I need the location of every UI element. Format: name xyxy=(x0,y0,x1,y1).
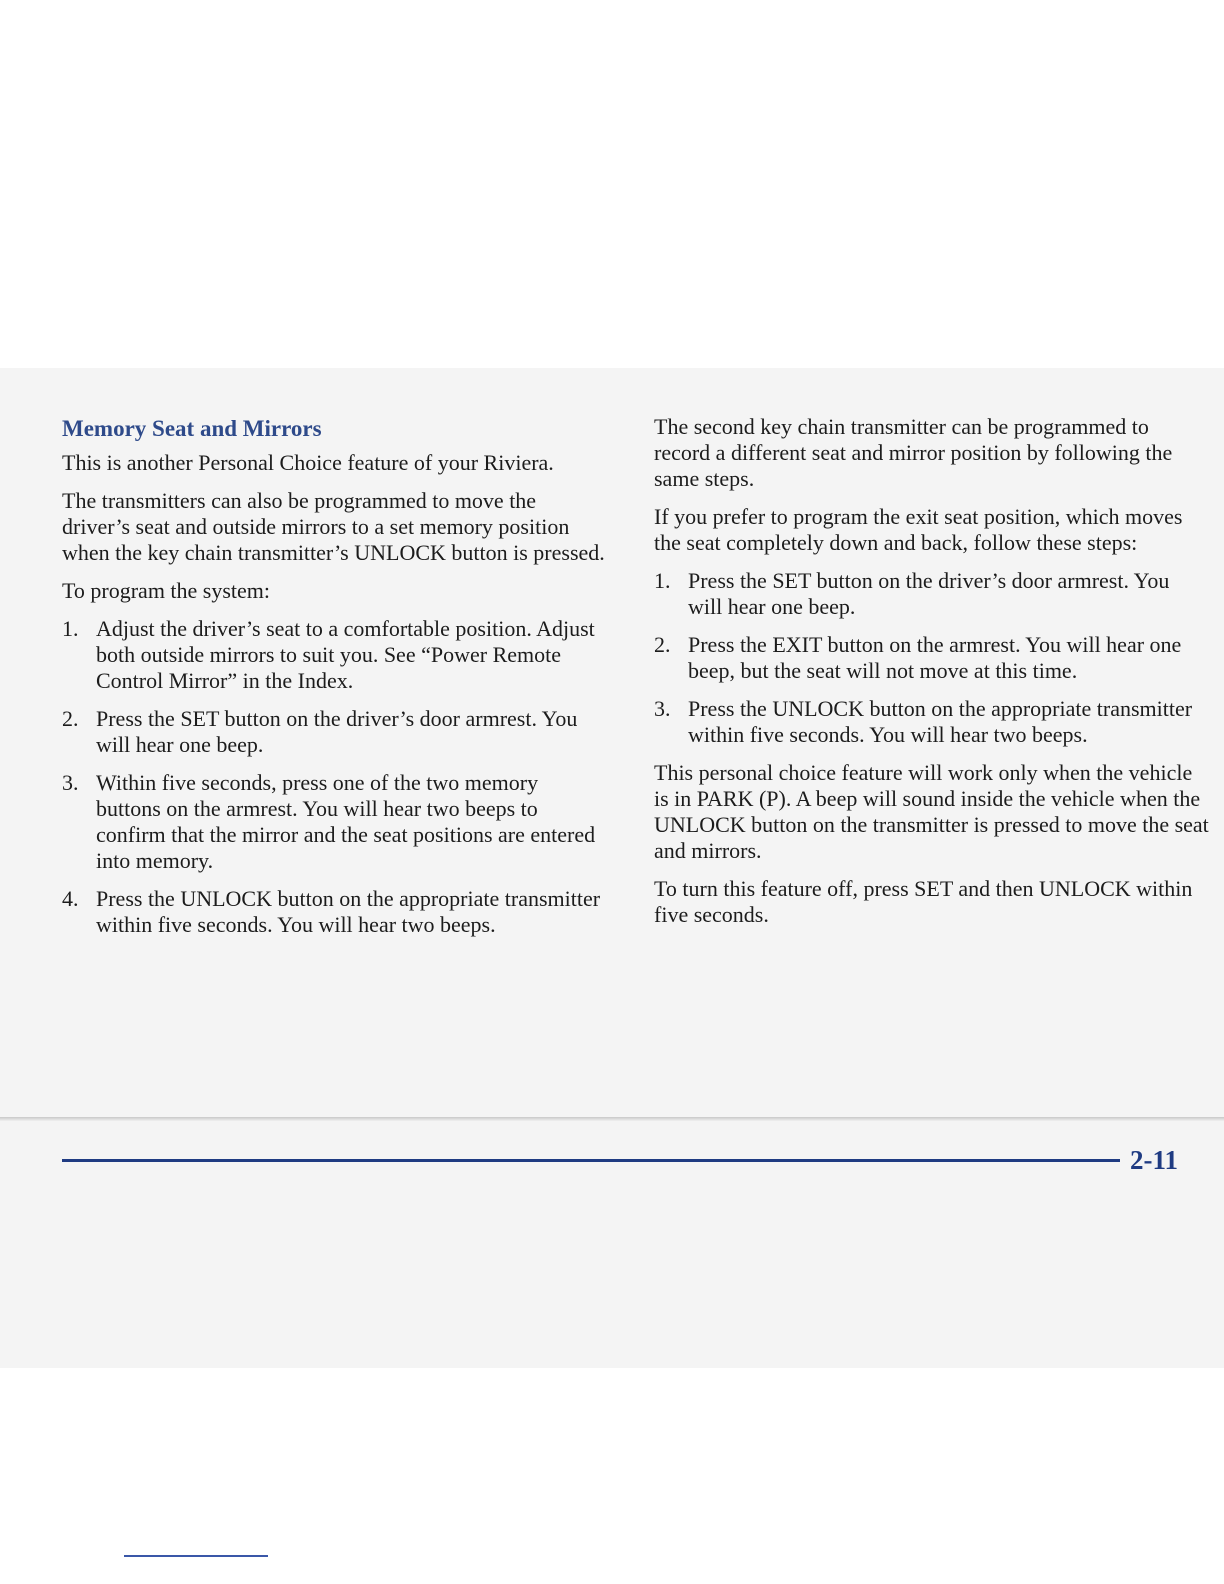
step-number: 3. xyxy=(654,696,671,721)
left-column xyxy=(62,414,607,950)
second-transmitter-paragraph: The second key chain transmitter can be programmed to record a different seat and mirror position by following the same steps. xyxy=(654,414,1173,491)
step-number: 1. xyxy=(62,616,79,641)
step-text: Within five seconds, press one of the two memory buttons on the armrest. You will hear two beeps to confirm that the mirror and the seat positions are entered into memory. xyxy=(96,770,596,873)
description-paragraph: The transmitters can also be programmed to move the driver’s seat and outside mirrors to a set memory position when the key chain transmitter’s UNLOCK button is pressed. xyxy=(62,488,605,565)
list-item xyxy=(62,706,607,758)
list-item xyxy=(654,696,1209,748)
list-item xyxy=(62,770,607,874)
section-heading: Memory Seat and Mirrors xyxy=(62,416,322,441)
right-column xyxy=(654,414,1209,940)
step-text: Press the EXIT button on the armrest. You will hear one beep, but the seat will not move at this time. xyxy=(688,632,1182,683)
exit-position-paragraph: If you prefer to program the exit seat position, which moves the seat completely down and back, follow these steps: xyxy=(654,504,1183,555)
list-item xyxy=(62,616,607,694)
exit-steps-list xyxy=(654,568,1209,748)
turn-off-paragraph: To turn this feature off, press SET and then UNLOCK within five seconds. xyxy=(654,876,1193,927)
step-text: Press the UNLOCK button on the appropriate transmitter within five seconds. You will hear two beeps. xyxy=(96,886,601,937)
step-text: Press the SET button on the driver’s door armrest. You will hear one beep. xyxy=(688,568,1170,619)
page-edge-shadow xyxy=(0,1117,1224,1121)
step-number: 4. xyxy=(62,886,79,911)
footer-rule xyxy=(62,1159,1120,1162)
bottom-link-line xyxy=(124,1555,268,1557)
park-condition-paragraph: This personal choice feature will work only when the vehicle is in PARK (P). A beep will sound inside the vehicle when the UNLOCK button on the transmitter is pressed to move the seat and mirrors. xyxy=(654,760,1209,863)
step-text: Press the SET button on the driver’s door armrest. You will hear one beep. xyxy=(96,706,578,757)
step-number: 2. xyxy=(62,706,79,731)
list-item xyxy=(654,568,1209,620)
step-number: 1. xyxy=(654,568,671,593)
page-number: 2-11 xyxy=(1130,1145,1179,1175)
step-number: 3. xyxy=(62,770,79,795)
program-steps-list xyxy=(62,616,607,938)
list-item xyxy=(62,886,607,938)
list-item xyxy=(654,632,1209,684)
step-number: 2. xyxy=(654,632,671,657)
program-lead-paragraph: To program the system: xyxy=(62,578,271,603)
step-text: Adjust the driver’s seat to a comfortable position. Adjust both outside mirrors to suit you. See “Power Remote Control Mirror” in the Index. xyxy=(96,616,595,693)
step-text: Press the UNLOCK button on the appropriate transmitter within five seconds. You will hear two beeps. xyxy=(688,696,1193,747)
intro-paragraph: This is another Personal Choice feature of your Riviera. xyxy=(62,450,554,475)
